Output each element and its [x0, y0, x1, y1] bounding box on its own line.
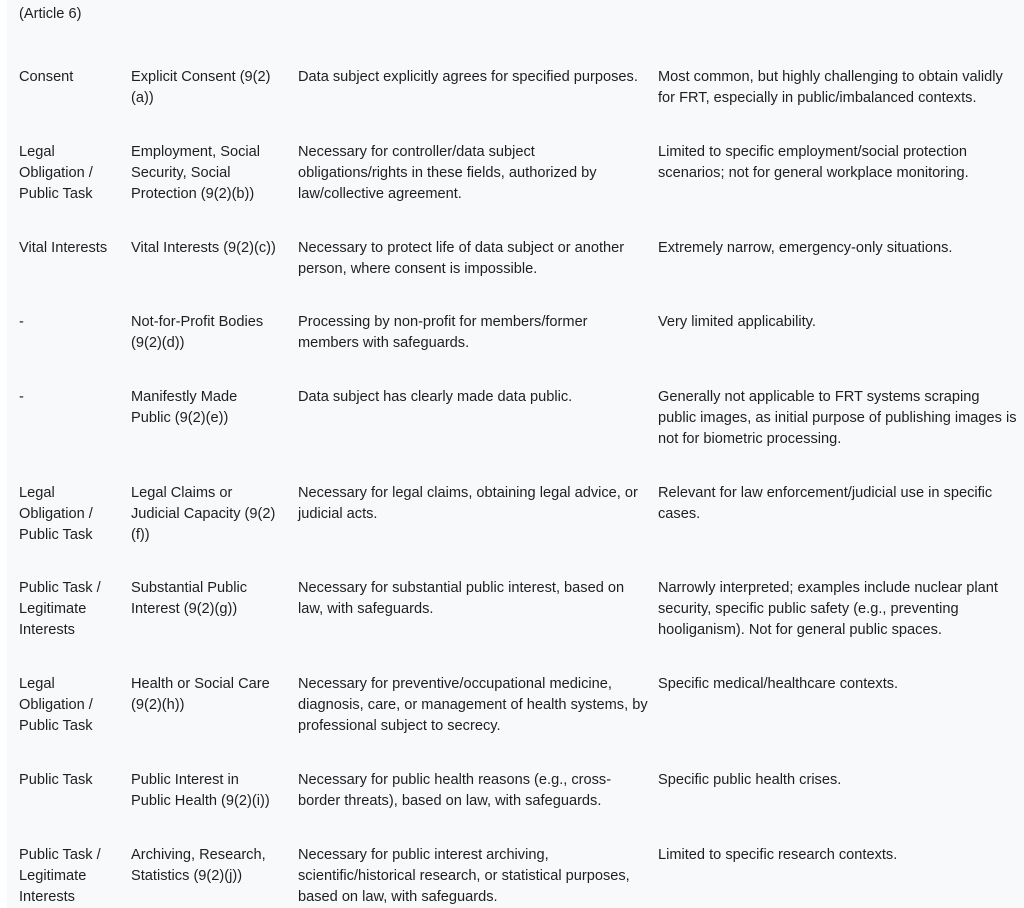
cell-article9-condition: Vital Interests (9(2)(c)): [131, 240, 276, 256]
cell-description: Necessary for controller/data subject obligations/rights in these fields, authorized by law/collective agreement.: [298, 144, 597, 202]
cell-relevance: Extremely narrow, emergency-only situations.: [658, 240, 953, 256]
cell-lawful-basis: Legal Obligation / Public Task: [19, 144, 93, 202]
cell-lawful-basis: Legal Obligation / Public Task: [19, 485, 93, 543]
cell-relevance: Specific public health crises.: [658, 772, 842, 788]
cell-article9-condition: Not-for-Profit Bodies (9(2)(d)): [131, 314, 264, 351]
cell-article9-condition: Health or Social Care (9(2)(h)): [131, 676, 270, 713]
cell-relevance: Limited to specific employment/social protection scenarios; not for general workplace monitoring.: [658, 144, 969, 181]
cell-relevance: Most common, but highly challenging to obtain validly for FRT, especially in public/imbalanced contexts.: [658, 69, 1003, 106]
header-article9-condition: [131, 0, 281, 4]
header-relevance: [658, 0, 1020, 4]
cell-article9-condition: Employment, Social Security, Social Protection (9(2)(b)): [131, 144, 260, 202]
cell-description: Necessary for legal claims, obtaining legal advice, or judicial acts.: [298, 485, 638, 522]
cell-description: Necessary for substantial public interest, based on law, with safeguards.: [298, 580, 625, 617]
cell-description: Processing by non-profit for members/former members with safeguards.: [298, 314, 588, 351]
cell-relevance: Limited to specific research contexts.: [658, 847, 898, 863]
cell-lawful-basis: Public Task: [19, 772, 93, 788]
cell-description: Data subject has clearly made data public.: [298, 389, 573, 405]
cell-description: Necessary for preventive/occupational medicine, diagnosis, care, or management of health systems, by professional subject to secrecy.: [298, 676, 648, 734]
cell-description: Necessary for public health reasons (e.g., cross-border threats), based on law, with safeguards.: [298, 772, 612, 809]
cell-lawful-basis: Public Task / Legitimate Interests: [19, 847, 101, 905]
cell-article9-condition: Public Interest in Public Health (9(2)(i)): [131, 772, 270, 809]
cell-article9-condition: Archiving, Research, Statistics (9(2)(j)): [131, 847, 266, 884]
cell-lawful-basis: Public Task / Legitimate Interests: [19, 580, 101, 638]
frt-lawful-basis-table: [7, 0, 1024, 908]
cell-lawful-basis: Vital Interests: [19, 240, 108, 256]
header-description: [298, 0, 648, 4]
cell-article9-condition: Explicit Consent (9(2)(a)): [131, 69, 271, 106]
header-lawful-basis: (Article 6): [19, 5, 82, 22]
cell-description: Necessary for public interest archiving, scientific/historical research, or statistical purposes, based on law, with safeguards.: [298, 847, 630, 905]
cell-description: Necessary to protect life of data subject or another person, where consent is impossible.: [298, 240, 625, 277]
cell-relevance: Relevant for law enforcement/judicial use in specific cases.: [658, 485, 993, 522]
cell-article9-condition: Substantial Public Interest (9(2)(g)): [131, 580, 248, 617]
cell-lawful-basis: Consent: [19, 69, 74, 85]
cell-article9-condition: Legal Claims or Judicial Capacity (9(2)(f)): [131, 485, 276, 543]
cell-relevance: Specific medical/healthcare contexts.: [658, 676, 899, 692]
cell-relevance: Narrowly interpreted; examples include nuclear plant security, specific public safety (e.g., preventing hooliganism). Not for general public spaces.: [658, 580, 998, 638]
cell-lawful-basis: -: [19, 314, 24, 330]
cell-lawful-basis: Legal Obligation / Public Task: [19, 676, 93, 734]
cell-lawful-basis: -: [19, 389, 24, 405]
cell-article9-condition: Manifestly Made Public (9(2)(e)): [131, 389, 238, 426]
cell-description: Data subject explicitly agrees for specified purposes.: [298, 69, 638, 85]
cell-relevance: Generally not applicable to FRT systems scraping public images, as initial purpose of publishing images is not for biometric processing.: [658, 389, 1017, 447]
cell-relevance: Very limited applicability.: [658, 314, 816, 330]
